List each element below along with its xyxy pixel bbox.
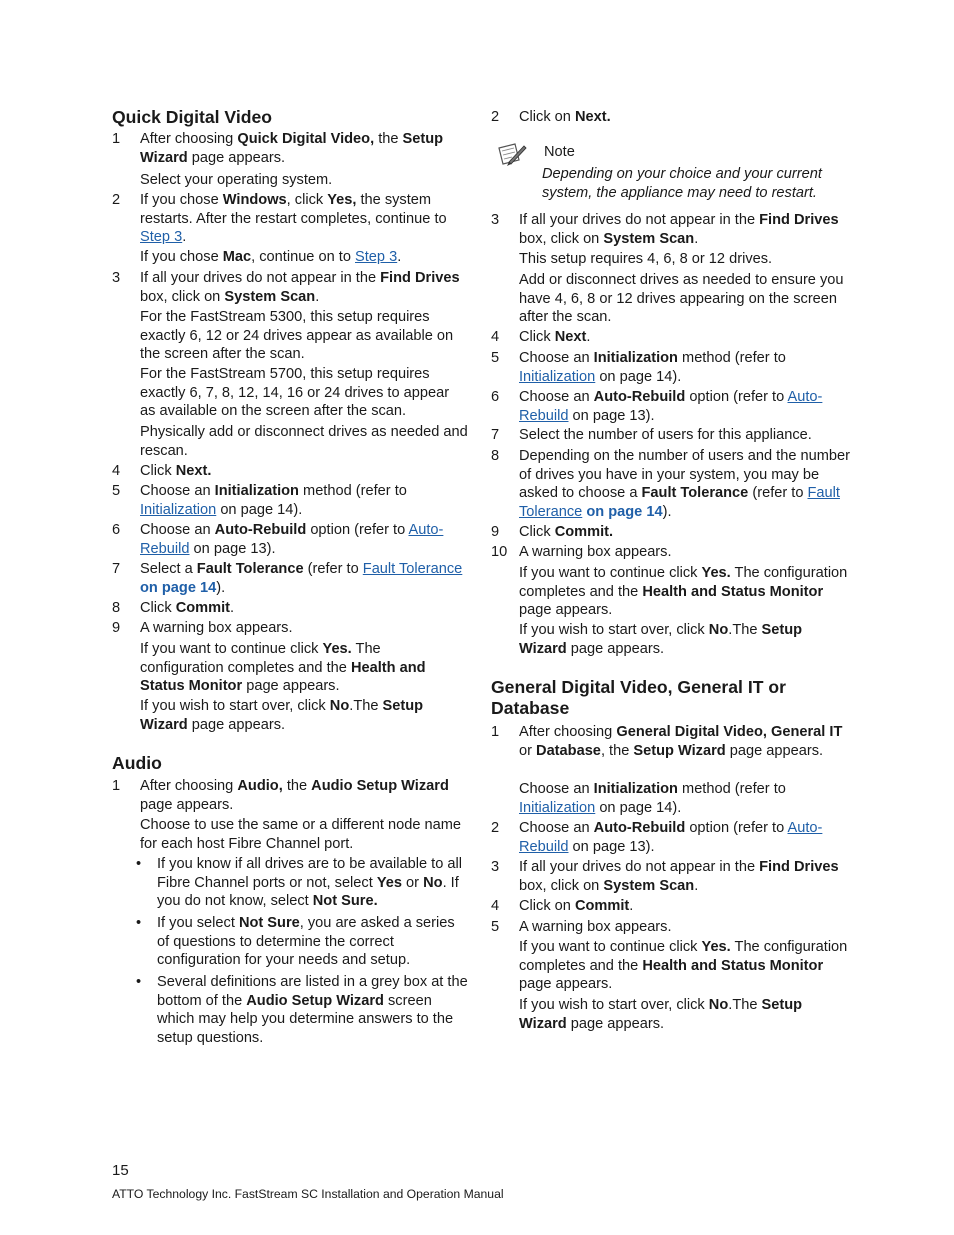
step-number: 9 <box>491 524 500 540</box>
step-text: Click Next. <box>140 463 212 479</box>
list-item <box>491 328 851 347</box>
step-text: Click on Next. <box>519 109 611 125</box>
step-number: 2 <box>112 192 121 208</box>
auto-rebuild-link[interactable]: Auto-Rebuild <box>140 522 444 557</box>
step-text: Choose an Auto-Rebuild option (refer to Auto-Rebuild on page 13). <box>140 522 444 557</box>
step-text: Click Commit. <box>140 600 235 616</box>
list-item <box>112 521 468 558</box>
bullet-marker: • <box>136 856 142 872</box>
step-text: After choosing Quick Digital Video, the Setup Wizard page appears. <box>140 131 444 166</box>
bullet-text: Several definitions are listed in a grey box at the bottom of the Audio Setup Wizard screen which may help you determine answers to the setup questions. <box>157 974 468 1046</box>
step-number: 1 <box>112 131 121 147</box>
bullet-text: If you select Not Sure, you are asked a series of questions to determine the correct configuration for your needs and setup. <box>157 915 455 969</box>
step-number: 4 <box>112 463 121 479</box>
fault-tolerance-link[interactable]: Fault Tolerance <box>362 561 463 577</box>
list-item <box>491 388 851 425</box>
step-3-link[interactable]: Step 3 <box>140 229 183 246</box>
step-number: 7 <box>491 427 500 443</box>
step-text: After choosing General Digital Video, General IT or Database, the Setup Wizard page appears. <box>519 724 843 759</box>
step-subtext: If you want to continue click Yes. The configuration completes and the Health and Status Monitor page appears. <box>519 939 848 993</box>
page-number: 15 <box>112 1162 129 1179</box>
step-subtext: Choose an Initialization method (refer to Initialization on page 14). <box>519 781 786 816</box>
step-text: Choose an Initialization method (refer to Initialization on page 14). <box>140 483 407 518</box>
step-text: Click Commit. <box>519 524 614 540</box>
page-reference: on page 14 <box>582 503 663 520</box>
step-number: 6 <box>112 522 121 538</box>
section-heading-audio: Audio <box>112 753 162 773</box>
list-item <box>112 777 468 814</box>
list-item <box>491 858 851 895</box>
step-text: If all your drives do not appear in the Find Drives box, click on System Scan. <box>519 212 839 247</box>
step-subtext: Select your operating system. <box>140 172 333 188</box>
step-number: 3 <box>491 212 500 228</box>
note-title: Note <box>544 144 575 160</box>
step-subtext: For the FastStream 5300, this setup requires exactly 6, 12 or 24 drives appear as available on the screen after the scan. <box>140 309 454 363</box>
step-text: If all your drives do not appear in the Find Drives box, click on System Scan. <box>519 859 839 894</box>
step-text: Click on Commit. <box>519 898 634 914</box>
step-text: Choose an Initialization method (refer to Initialization on page 14). <box>519 350 786 385</box>
step-number: 5 <box>491 919 500 935</box>
step-number: 7 <box>112 561 121 577</box>
list-item <box>112 482 468 519</box>
list-item <box>112 599 468 618</box>
step-subtext: Add or disconnect drives as needed to ensure you have 4, 6, 8 or 12 drives appearing on the screen after the scan. <box>519 272 844 326</box>
section-heading-quick-digital-video: Quick Digital Video <box>112 107 273 127</box>
step-text: Choose an Auto-Rebuild option (refer to Auto-Rebuild on page 13). <box>519 389 823 424</box>
step-3-link[interactable]: Step 3 <box>355 249 398 265</box>
step-subtext: Choose to use the same or a different node name for each host Fibre Channel port. <box>140 817 461 852</box>
bullet-marker: • <box>136 974 142 990</box>
bullet-item <box>112 855 468 911</box>
step-subtext: Physically add or disconnect drives as needed and rescan. <box>140 424 468 459</box>
list-item <box>491 349 851 386</box>
step-number: 1 <box>491 724 500 740</box>
bullet-item <box>112 914 468 970</box>
step-number: 2 <box>491 820 500 836</box>
step-text: If you chose Windows, click Yes, the system restarts. After the restart completes, continue to Step 3. <box>140 192 447 246</box>
step-number: 3 <box>491 859 500 875</box>
step-number: 2 <box>491 109 500 125</box>
step-subtext: If you wish to start over, click No.The Setup Wizard page appears. <box>519 622 803 657</box>
step-number: 1 <box>112 778 121 794</box>
footer-text: ATTO Technology Inc. FastStream SC Installation and Operation Manual <box>112 1187 504 1201</box>
step-subtext: If you chose Mac, continue on to Step 3. <box>140 249 402 265</box>
step-text: A warning box appears. <box>519 919 672 935</box>
fault-tolerance-link[interactable]: Fault Tolerance <box>519 485 840 520</box>
list-item <box>491 426 851 445</box>
initialization-link[interactable]: Initialization <box>140 501 217 518</box>
auto-rebuild-link[interactable]: Auto-Rebuild <box>519 820 823 855</box>
step-text: After choosing Audio, the Audio Setup Wizard page appears. <box>140 778 449 813</box>
step-number: 4 <box>491 898 500 914</box>
step-subtext: This setup requires 4, 6, 8 or 12 drives. <box>519 251 773 267</box>
step-text: Select a Fault Tolerance (refer to Fault Tolerance on page 14). <box>140 561 463 596</box>
step-text: A warning box appears. <box>519 544 672 560</box>
list-item <box>112 191 468 247</box>
list-item <box>491 819 851 856</box>
step-number: 8 <box>112 600 121 616</box>
step-text: Select the number of users for this appliance. <box>519 427 812 443</box>
section-heading-general-digital-video: General Digital Video, General IT or Database <box>491 677 786 718</box>
step-number: 6 <box>491 389 500 405</box>
bullet-marker: • <box>136 915 142 931</box>
note-box <box>491 140 851 204</box>
list-item <box>112 269 468 306</box>
list-item <box>491 918 851 937</box>
note-body: Depending on your choice and your current system, the appliance may need to restart. <box>542 166 822 201</box>
initialization-link[interactable]: Initialization <box>519 799 596 816</box>
step-number: 4 <box>491 329 500 345</box>
list-item <box>112 560 468 597</box>
list-item <box>491 523 851 542</box>
step-number: 8 <box>491 448 500 464</box>
step-text: Choose an Auto-Rebuild option (refer to Auto-Rebuild on page 13). <box>519 820 823 855</box>
step-subtext: For the FastStream 5700, this setup requires exactly 6, 7, 8, 12, 14, 16 or 24 drives to appear as available on the screen after the scan. <box>140 366 450 420</box>
step-number: 10 <box>491 544 508 560</box>
step-text: If all your drives do not appear in the Find Drives box, click on System Scan. <box>140 270 460 305</box>
list-item <box>491 211 851 248</box>
list-item <box>112 130 468 167</box>
step-subtext: If you want to continue click Yes. The configuration completes and the Health and Status Monitor page appears. <box>140 641 426 695</box>
list-item <box>491 897 851 916</box>
list-item <box>112 462 468 481</box>
step-number: 5 <box>491 350 500 366</box>
note-pencil-icon <box>497 142 527 168</box>
list-item <box>491 447 851 521</box>
step-number: 3 <box>112 270 121 286</box>
step-number: 5 <box>112 483 121 499</box>
step-number: 9 <box>112 620 121 636</box>
list-item <box>112 619 468 638</box>
step-subtext: If you wish to start over, click No.The Setup Wizard page appears. <box>519 997 803 1032</box>
auto-rebuild-link[interactable]: Auto-Rebuild <box>519 389 823 424</box>
step-subtext: If you want to continue click Yes. The configuration completes and the Health and Status Monitor page appears. <box>519 565 848 619</box>
list-item <box>491 543 851 562</box>
bullet-item <box>112 973 468 1047</box>
step-text: Depending on the number of users and the number of drives you have in your system, you may be asked to choose a Fault Tolerance (refer to Fault Tolerance on page 14). <box>519 448 851 520</box>
step-subtext: If you wish to start over, click No.The Setup Wizard page appears. <box>140 698 424 733</box>
list-item <box>491 723 851 760</box>
bullet-text: If you know if all drives are to be available to all Fibre Channel ports or not, select Yes or No. If you do not know, select Not Sure. <box>157 856 463 910</box>
initialization-link[interactable]: Initialization <box>519 368 596 385</box>
step-text: Click Next. <box>519 329 591 345</box>
step-text: A warning box appears. <box>140 620 293 636</box>
page-reference: on page 14 <box>140 579 217 596</box>
list-item <box>491 108 851 127</box>
